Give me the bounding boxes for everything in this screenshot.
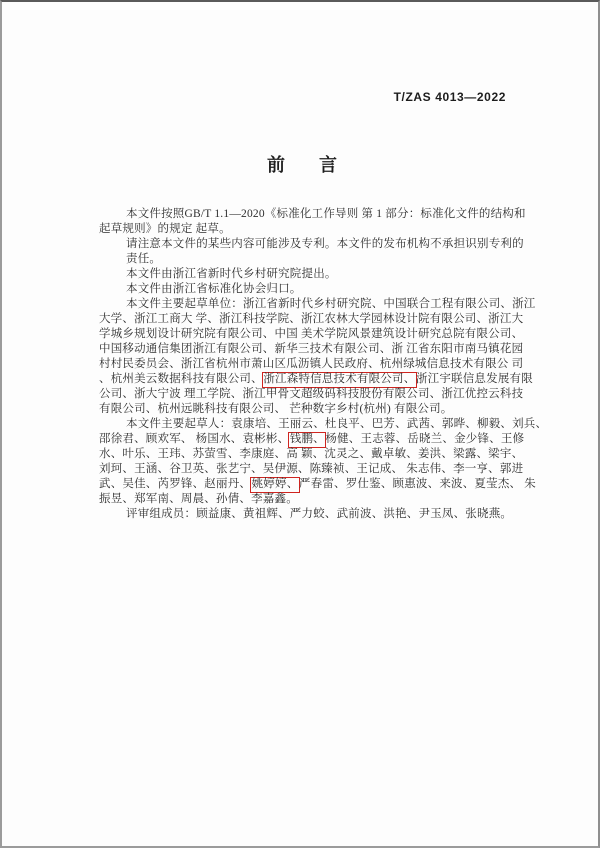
text-line [99, 432, 525, 447]
text-segment: 严春雷、罗仕鉴、顾惠波、来波、夏莹杰、 朱 [298, 478, 536, 490]
title-char-1: 前 [267, 155, 285, 175]
text-line [99, 372, 533, 387]
text-segment: 浙江宇联信息发展有限 [415, 373, 533, 385]
text-line: 中国移动通信集团浙江有限公司、新华三技术有限公司、浙 江省东阳市南马镇花园 [99, 343, 524, 355]
text-line: 振昱、郑军南、周晨、孙倩、李嘉鑫。 [99, 493, 298, 505]
text-line: 本文件主要起草人：袁康培、王丽云、杜良平、巴芳、武茜、郭晔、柳毅、刘兵、 [126, 418, 548, 430]
text-line: 本文件由浙江省标准化协会归口。 [126, 283, 302, 295]
text-line: 评审组成员：顾益康、黄祖辉、严力蛟、武前波、洪艳、尹玉凤、张晓燕。 [126, 508, 513, 520]
red-highlight-box: 姚婷婷、 [250, 477, 300, 493]
text-line: 本文件由浙江省新时代乡村研究院提出。 [126, 268, 337, 280]
text-line: 起草规则》的规定 起草。 [99, 223, 231, 235]
text-line: 大学、浙江工商大 学、浙江科技学院、浙江农林大学园林设计院有限公司、浙江大 [99, 313, 524, 325]
text-line: 公司、浙大宁波 理工学院、浙江甲骨文超级码科技股份有限公司、浙江优控云科技 [99, 388, 524, 400]
text-segment: 武、吴佳、芮罗锋、赵丽丹、 [99, 478, 252, 490]
text-segment: 杨健、王志蓉、岳晓兰、金少锋、王修 [325, 433, 525, 445]
text-line: 有限公司、杭州远眺科技有限公司、 芒种数字乡村(杭州) 有限公司。 [99, 403, 453, 415]
text-line: 村村民委员会、浙江省杭州市萧山区瓜沥镇人民政府、杭州绿城信息技术有限公 司 [99, 358, 524, 370]
title-char-2: 言 [319, 155, 337, 175]
text-line: 水、叶乐、王玮、苏萤雪、李康庭、高 颖、沈灵之、戴卓敏、姜洪、梁露、梁宇、 [99, 448, 524, 460]
text-line: 刘珂、王涵、谷卫英、张艺宁、吴伊源、陈臻祯、王记成、 朱志伟、李一亨、郭进 [99, 463, 524, 475]
red-highlight-box: 浙江森特信息技术有限公司、 [262, 372, 417, 388]
text-line: 请注意本文件的某些内容可能涉及专利。本文件的发布机构不承担识别专利的 [126, 238, 524, 250]
text-segment: 、杭州美云数据科技有限公司、 [99, 373, 263, 385]
page-title [2, 151, 600, 177]
text-segment: 邵徐君、顾欢军、 杨国水、袁彬彬、 [99, 433, 290, 445]
text-line: 本文件主要起草单位：浙江省新时代乡村研究院、中国联合工程有限公司、浙江 [126, 298, 536, 310]
text-line: 本文件按照GB/T 1.1—2020《标准化工作导则 第 1 部分：标准化文件的结构和 [126, 208, 526, 220]
red-highlight-box: 钱鹏、 [288, 432, 326, 448]
standard-number: T/ZAS 4013—2022 [393, 90, 506, 104]
text-line [99, 477, 536, 492]
foreword-section [99, 207, 548, 522]
text-line: 责任。 [126, 253, 162, 265]
text-line: 学城乡规划设计研究院有限公司、中国 美术学院风景建筑设计研究总院有限公司、 [99, 328, 524, 340]
